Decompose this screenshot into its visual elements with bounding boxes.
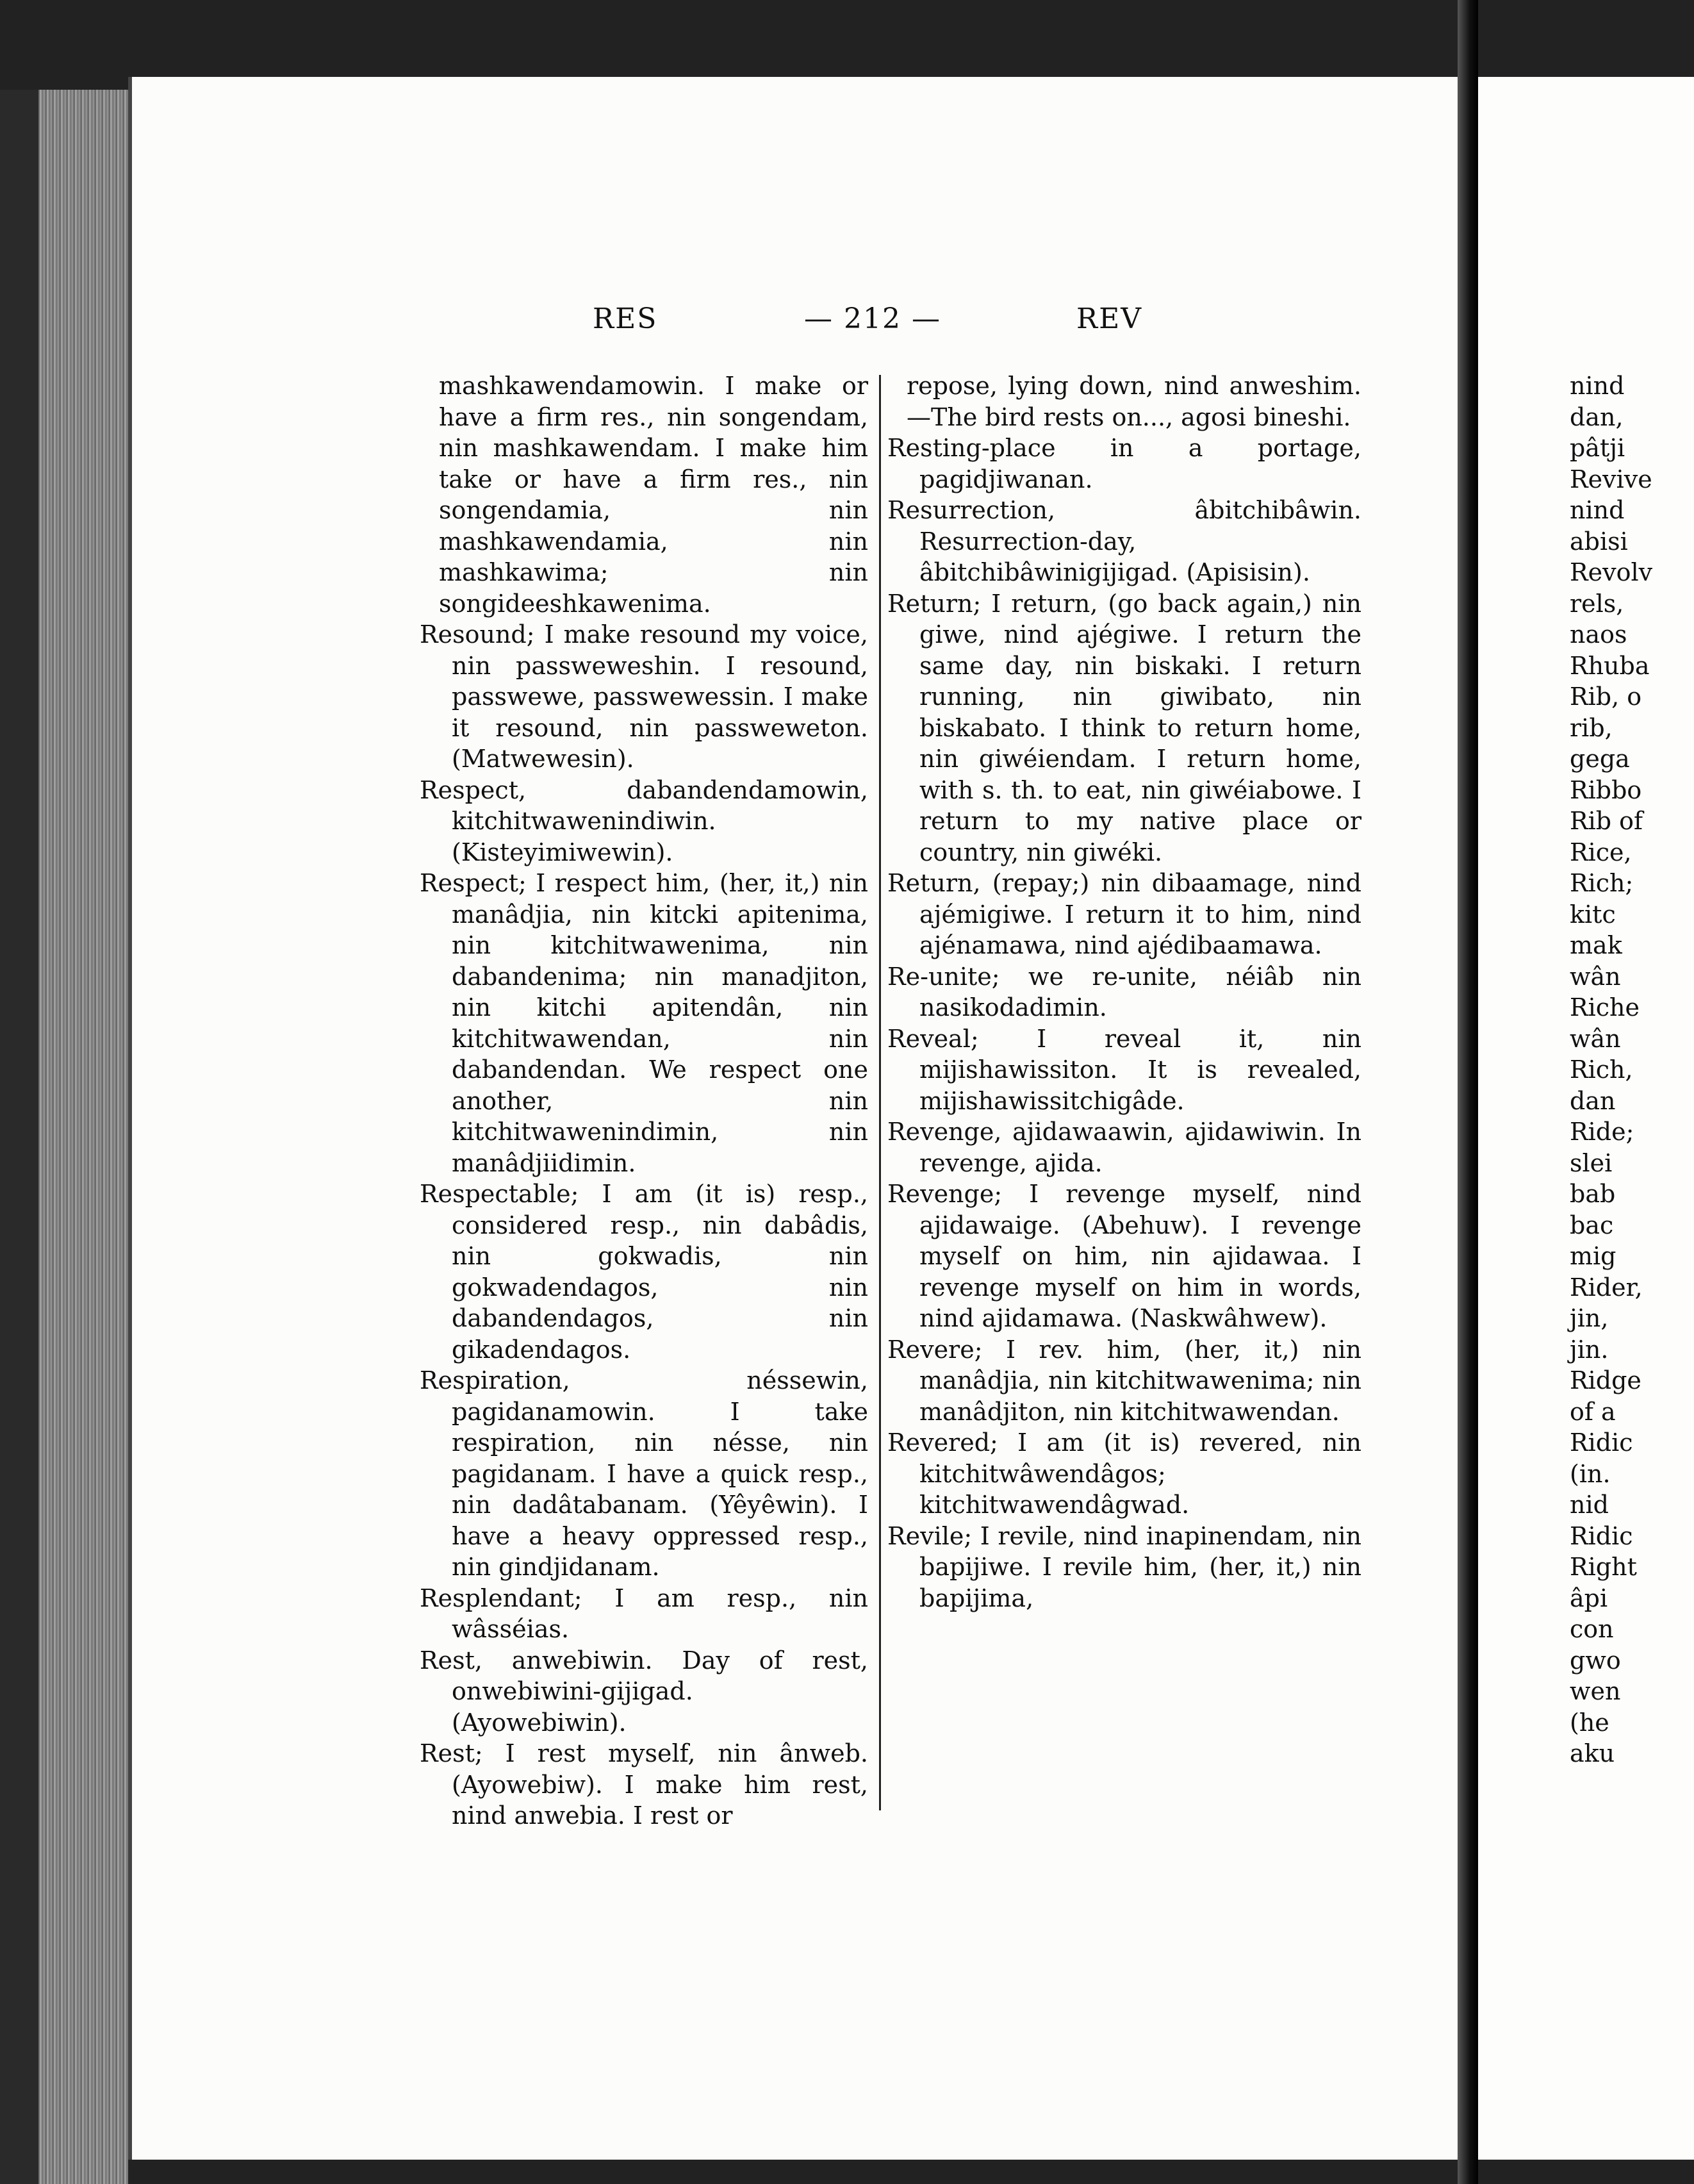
next-page-fragment: jin, [1570,1304,1609,1332]
dictionary-entry: Revered; I am (it is) revered, nin kitchitwâwendâgos; kitchitwawendâgwad. [887,1428,1361,1519]
next-page-fragment: Ride; [1570,1118,1634,1146]
dictionary-entry: Return; I return, (go back again,) nin giwe, nind ajégiwe. I return the same day, nin biskaki. I return running, nin giwibato, nin biskabato. I think to return home, nin giwéiendam. I return home, with s. th. to eat, nin giwéiabowe. I return to my native place or country, nin giwéki. [887,589,1361,866]
next-page-fragment: nid [1570,1491,1609,1519]
next-page-fragment: âpi [1570,1584,1608,1612]
next-page-fragment: kitc [1570,900,1616,929]
next-page-fragment: Ridge [1570,1366,1641,1394]
next-page-fragment: Rhuba [1570,651,1650,680]
next-page-fragment: con [1570,1615,1614,1643]
next-page-fragment: Rich; [1570,869,1634,897]
dictionary-entry: Re-unite; we re-unite, néiâb nin nasikodadimin. [887,962,1361,1022]
next-page-fragment: naos [1570,620,1627,649]
dictionary-entry: Reveal; I reveal it, nin mijishawissiton. It is revealed, mijishawissitchigâde. [887,1024,1361,1115]
next-page-fragment: Rich, [1570,1055,1633,1084]
next-page-fragment: of a [1570,1397,1616,1426]
next-page-fragment: dan [1570,1086,1616,1115]
book-gutter [1458,0,1478,2184]
page-number: — 212 — [804,302,941,335]
dictionary-entry: Respect, dabandendamowin, kitchitwawenindiwin. (Kisteyimiwewin). [420,775,868,866]
dictionary-entry: Respect; I respect him, (her, it,) nin manâdjia, nin kitcki apitenima, nin kitchitwawenima, nin dabandenima; nin manadjiton, nin kitchi apitendân, nin kitchitwawendan, nin dabandendan. We respect one another, nin kitchitwawenindimin, nin manâdjiidimin. [420,869,868,1177]
next-page-fragment: slei [1570,1148,1613,1177]
next-page-fragment: mak [1570,931,1622,959]
dictionary-entry: mashkawendamowin. I make or have a firm res., nin songendam, nin mashkawendam. I make him take or have a firm res., nin songendamia, nin mashkawendamia, nin mashkawima; nin songideeshkawenima. [439,372,868,618]
next-page-column-fragment [1570,370,1652,1769]
dictionary-entry: Rest; I rest myself, nin ânweb. (Ayowebiw). I make him rest, nind anwebia. I rest or [420,1739,868,1830]
next-page-fragment: wen [1570,1677,1621,1705]
next-page-fragment: Right [1570,1553,1637,1581]
next-page-fragment: nind [1570,372,1625,400]
next-page-fragment: Rice, [1570,838,1632,866]
next-page-fragment: jin. [1570,1335,1609,1364]
next-page-fragment: Revolv [1570,558,1653,586]
next-page-fragment: Riche [1570,993,1640,1022]
page-edge-shadow [0,90,38,2184]
next-page-fragment: mig [1570,1242,1616,1270]
next-page-fragment: gwo [1570,1646,1621,1675]
header-left-guide-word: RES [593,302,658,335]
next-page-fragment: Ridic [1570,1428,1633,1457]
dictionary-entry: Revile; I revile, nind inapinendam, nin bapijiwe. I revile him, (her, it,) nin bapijima, [887,1521,1361,1612]
dictionary-entry: Revere; I rev. him, (her, it,) nin manâdjia, nin kitchitwawenima; nin manâdjiton, nin kitchitwawendan. [887,1335,1361,1426]
next-page-fragment: Revive [1570,465,1652,493]
dictionary-entry: Resurrection, âbitchibâwin. Resurrection-day, âbitchibâwinigijigad. (Apisisin). [887,496,1361,586]
next-page-fragment: (he [1570,1708,1609,1737]
column-divider [879,375,881,1810]
next-page-fragment: Rib of [1570,807,1643,835]
right-column [887,370,1361,1614]
left-column [420,370,868,1832]
next-page-fragment: wân [1570,1024,1621,1053]
next-page-fragment: Rib, o [1570,682,1642,711]
next-page-fragment: pâtji [1570,434,1625,462]
dictionary-entry: repose, lying down, nind anweshim.—The bird rests on..., agosi bineshi. [907,372,1361,431]
next-page-fragment: rels, [1570,589,1624,618]
dictionary-entry: Resting-place in a portage, pagidjiwanan. [887,434,1361,493]
next-page-fragment: gega [1570,745,1630,773]
dictionary-entry: Respectable; I am (it is) resp., considered resp., nin dabâdis, nin gokwadis, nin gokwadendagos, nin dabandendagos, nin gikadendagos. [420,1180,868,1364]
next-page-fragment: rib, [1570,713,1613,742]
dictionary-entry: Respiration, néssewin, pagidanamowin. I take respiration, nin nésse, nin pagidanam. I have a quick resp., nin dadâtabanam. (Yêyêwin). I have a heavy oppressed resp., nin gindjidanam. [420,1366,868,1581]
dictionary-entry: Resound; I make resound my voice, nin passweweshin. I resound, passwewe, passwewessin. I make it resound, nin passweweton. (Matwewesin). [420,620,868,773]
dictionary-entry: Revenge; I revenge myself, nind ajidawaige. (Abehuw). I revenge myself on him, nin ajidawaa. I revenge myself on him in words, nind ajidamawa. (Naskwâhwew). [887,1180,1361,1332]
next-page-fragment: bab [1570,1180,1616,1208]
dictionary-entry: Return, (repay;) nin dibaamage, nind ajémigiwe. I return it to him, nind ajénamawa, nind ajédibaamawa. [887,869,1361,959]
next-page-fragment: Ridic [1570,1521,1633,1550]
dictionary-entry: Resplendant; I am resp., nin wâsséias. [420,1584,868,1643]
next-page-fragment: bac [1570,1211,1614,1239]
next-page-fragment: dan, [1570,402,1624,431]
dictionary-entry: Revenge, ajidawaawin, ajidawiwin. In revenge, ajida. [887,1118,1361,1177]
next-page-fragment: Rider, [1570,1273,1643,1302]
next-page-fragment: Ribbo [1570,775,1642,804]
next-page-fragment: nind [1570,496,1625,524]
dictionary-entry: Rest, anwebiwin. Day of rest, onwebiwini-gijigad. (Ayowebiwin). [420,1646,868,1737]
next-page-fragment: aku [1570,1739,1615,1767]
next-page-fragment: abisi [1570,527,1628,556]
next-page-fragment: (in. [1570,1459,1611,1488]
header-right-guide-word: REV [1076,302,1143,335]
next-page-fragment: wân [1570,962,1621,991]
